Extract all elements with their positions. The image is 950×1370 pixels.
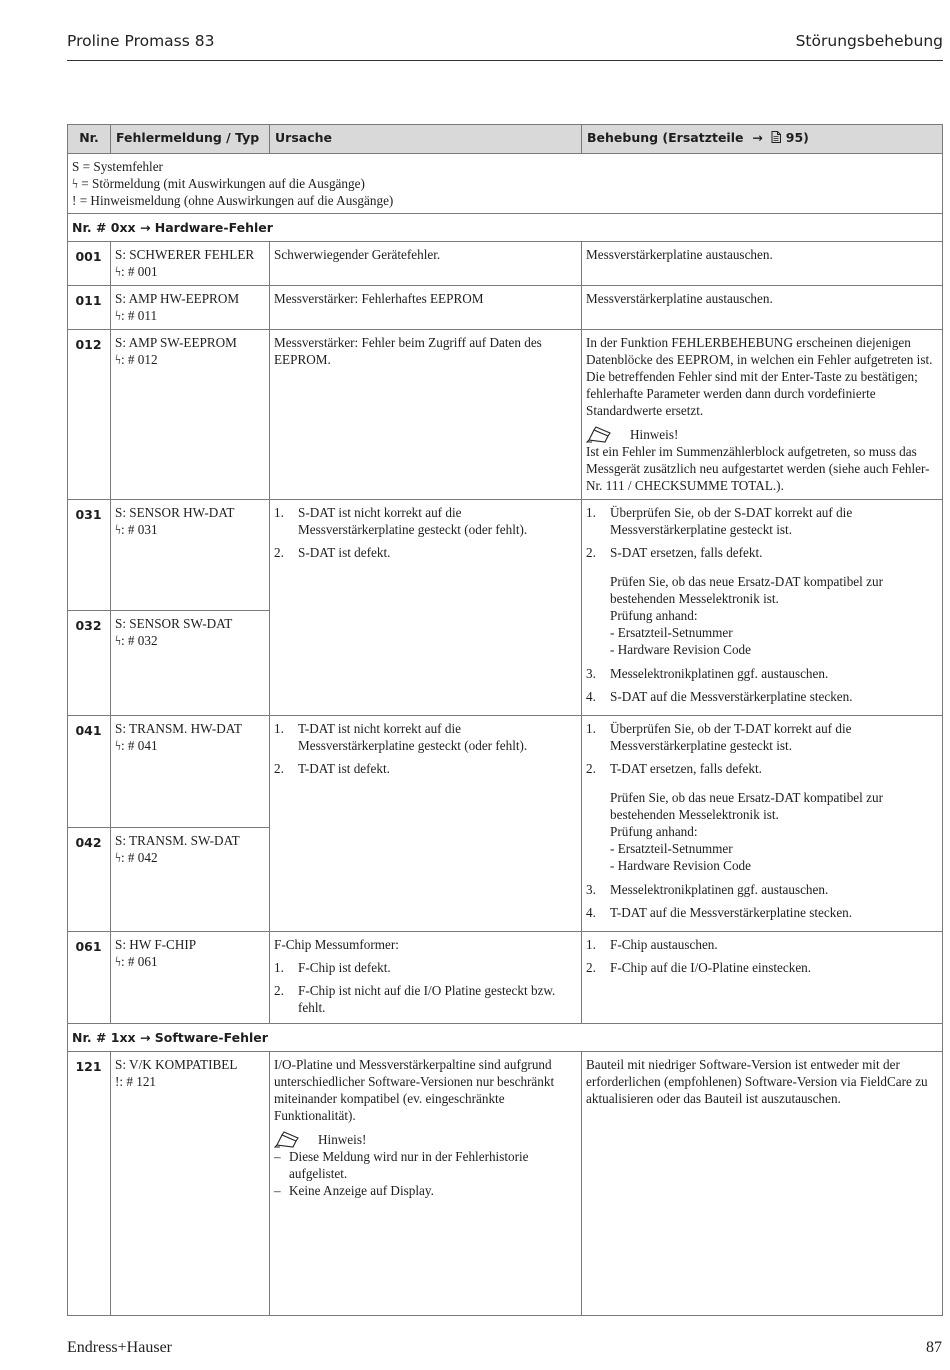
error-number: 012 (68, 330, 111, 500)
remedy-list (586, 881, 937, 921)
list-item-text: F-Chip auf die I/O-Platine einstecken. (610, 960, 812, 975)
header-divider (67, 60, 943, 61)
note-block (274, 1130, 576, 1148)
remedy-text: In der Funktion FEHLERBEHEBUNG erscheinen diejenigen Datenblöcke des EEPROM, in welchen ein Fehler aufgetreten ist. Die betreffenden Fehler sind mit der Enter-Taste zu bestätigen; fehlerhafte Parameter werden dann durch vordefinierte Standardwerte ersetzt. (586, 335, 933, 418)
error-cause (270, 1052, 582, 1316)
legend-fault-message: ϟ = Störmeldung (mit Auswirkungen auf die Ausgänge) (72, 176, 365, 191)
list-item-text: S-DAT ersetzen, falls defekt. (610, 545, 763, 560)
error-remedy: Bauteil mit niedriger Software-Version ist entweder mit der erforderlichen (empfohlenen) Software-Version via FieldCare zu aktualisieren oder das Bauteil ist auszutauschen. (582, 1052, 943, 1316)
error-number: 121 (68, 1052, 111, 1316)
error-message-text: S: SENSOR HW-DAT (115, 505, 235, 520)
error-remedy (582, 500, 943, 716)
list-item-text: S-DAT ist nicht korrekt auf die Messverstärkerplatine gesteckt (oder fehlt). (298, 505, 528, 537)
col-header-remedy-label: Behebung (Ersatzteile (587, 130, 744, 145)
table-header-row (68, 125, 943, 154)
group-row-software (68, 1024, 943, 1052)
error-code: ϟ: # 061 (115, 954, 158, 969)
list-item: 2. S-DAT ersetzen, falls defekt. (586, 544, 937, 561)
list-item: 1. Überprüfen Sie, ob der T-DAT korrekt auf die Messverstärkerplatine gesteckt ist. (586, 720, 937, 754)
note-item-text: Keine Anzeige auf Display. (289, 1183, 434, 1198)
error-message-text: S: V/K KOMPATIBEL (115, 1057, 238, 1072)
error-number: 061 (68, 932, 111, 1024)
cause-text: I/O-Platine und Messverstärkerpaltine sind aufgrund unterschiedlicher Software-Versionen nur beschränkt miteinander kompatibel (ev. eingeschränkte Funktionalität). (274, 1057, 555, 1123)
error-table (67, 124, 943, 1316)
error-message (111, 242, 270, 286)
legend-notice-message: ! = Hinweismeldung (ohne Auswirkungen auf die Ausgänge) (72, 193, 394, 208)
error-message (111, 611, 270, 716)
error-code: !: # 121 (115, 1074, 157, 1089)
header-title: Proline Promass 83 (67, 32, 215, 50)
error-message-text: S: AMP HW-EEPROM (115, 291, 240, 306)
remedy-sub-text: - Ersatzteil-Setnummer (610, 625, 733, 640)
page-reference-icon (771, 131, 781, 143)
error-number: 011 (68, 286, 111, 330)
remedy-list (586, 936, 937, 976)
col-header-remedy (582, 125, 943, 154)
remedy-sub-text: Prüfen Sie, ob das neue Ersatz-DAT kompatibel zur bestehenden Messelektronik ist. (610, 574, 883, 606)
header-section: Störungsbehebung (795, 32, 943, 50)
list-item-text: Messelektronikplatinen ggf. austauschen. (610, 666, 829, 681)
list-item-text: T-DAT ist nicht korrekt auf die Messverstärkerplatine gesteckt (oder fehlt). (298, 721, 528, 753)
remedy-sub-block (586, 789, 937, 874)
list-item-text: S-DAT auf die Messverstärkerplatine stecken. (610, 689, 853, 704)
footer-brand: Endress+Hauser (67, 1339, 172, 1356)
error-cause (270, 932, 582, 1024)
error-remedy (582, 932, 943, 1024)
error-message (111, 330, 270, 500)
error-message (111, 500, 270, 611)
error-message (111, 286, 270, 330)
list-item: 1. Überprüfen Sie, ob der S-DAT korrekt auf die Messverstärkerplatine gesteckt ist. (586, 504, 937, 538)
remedy-sub-block (586, 573, 937, 658)
list-item: 4. S-DAT auf die Messverstärkerplatine stecken. (586, 688, 937, 705)
error-message-text: S: TRANSM. SW-DAT (115, 833, 240, 848)
pencil-note-icon (274, 1130, 318, 1148)
error-code: ϟ: # 001 (115, 264, 158, 279)
list-item: 3. Messelektronikplatinen ggf. austauschen. (586, 665, 937, 682)
remedy-sub-text: - Ersatzteil-Setnummer (610, 841, 733, 856)
error-message-text: S: SCHWERER FEHLER (115, 247, 255, 262)
list-item: 2. S-DAT ist defekt. (274, 544, 576, 561)
legend-row (68, 154, 943, 214)
error-number: 041 (68, 716, 111, 828)
error-cause (270, 716, 582, 932)
error-code: ϟ: # 031 (115, 522, 158, 537)
table-row (68, 242, 943, 286)
cause-list (274, 959, 576, 1016)
list-item-text: Messelektronikplatinen ggf. austauschen. (610, 882, 829, 897)
remedy-sub-text: - Hardware Revision Code (610, 858, 751, 873)
error-message (111, 1052, 270, 1316)
table-row (68, 500, 943, 611)
list-item: 1. S-DAT ist nicht korrekt auf die Messverstärkerplatine gesteckt (oder fehlt). (274, 504, 576, 538)
list-item: 1. F-Chip ist defekt. (274, 959, 576, 976)
error-number: 042 (68, 828, 111, 932)
group-row-hardware (68, 214, 943, 242)
error-message-text: S: AMP SW-EEPROM (115, 335, 237, 350)
col-header-cause: Ursache (270, 125, 582, 154)
remedy-sub-text: - Hardware Revision Code (610, 642, 751, 657)
remedy-list (586, 665, 937, 705)
cause-intro: F-Chip Messumformer: (274, 937, 399, 952)
remedy-list (586, 504, 937, 561)
group-hardware-label: Nr. # 0xx → Hardware-Fehler (68, 214, 943, 242)
table-row (68, 286, 943, 330)
remedy-sub-text: Prüfung anhand: (610, 824, 698, 839)
list-item: 4. T-DAT auf die Messverstärkerplatine stecken. (586, 904, 937, 921)
error-code: ϟ: # 012 (115, 352, 158, 367)
error-cause (270, 500, 582, 716)
error-number: 001 (68, 242, 111, 286)
col-header-message: Fehlermeldung / Typ (111, 125, 270, 154)
table-row (68, 330, 943, 500)
error-remedy (582, 716, 943, 932)
list-item: 2. T-DAT ist defekt. (274, 760, 576, 777)
error-cause: Messverstärker: Fehler beim Zugriff auf Daten des EEPROM. (270, 330, 582, 500)
error-code: ϟ: # 042 (115, 850, 158, 865)
note-item: – Diese Meldung wird nur in der Fehlerhistorie aufgelistet. (274, 1148, 576, 1182)
error-message-text: S: SENSOR SW-DAT (115, 616, 233, 631)
note-item: – Keine Anzeige auf Display. (274, 1183, 434, 1198)
col-header-remedy-ref: 95) (785, 130, 809, 145)
error-remedy: Messverstärkerplatine austauschen. (582, 286, 943, 330)
error-number: 031 (68, 500, 111, 611)
list-item-text: F-Chip ist nicht auf die I/O Platine gesteckt bzw. fehlt. (298, 983, 556, 1015)
error-message (111, 716, 270, 828)
list-item-text: S-DAT ist defekt. (298, 545, 391, 560)
error-code: ϟ: # 032 (115, 633, 158, 648)
error-number: 032 (68, 611, 111, 716)
col-header-nr: Nr. (68, 125, 111, 154)
list-item: 1. F-Chip austauschen. (586, 936, 937, 953)
error-remedy (582, 330, 943, 500)
table-row (68, 716, 943, 828)
error-remedy: Messverstärkerplatine austauschen. (582, 242, 943, 286)
list-item: 2. T-DAT ersetzen, falls defekt. (586, 760, 937, 777)
error-message-text: S: HW F-CHIP (115, 937, 197, 952)
error-cause: Schwerwiegender Gerätefehler. (270, 242, 582, 286)
list-item-text: F-Chip austauschen. (610, 937, 718, 952)
error-message (111, 828, 270, 932)
cause-list (274, 720, 576, 777)
page-number: 87 (926, 1339, 942, 1356)
group-software-label: Nr. # 1xx → Software-Fehler (68, 1024, 943, 1052)
note-item-text: Diese Meldung wird nur in der Fehlerhistorie aufgelistet. (289, 1149, 529, 1181)
list-item: 2. F-Chip ist nicht auf die I/O Platine gesteckt bzw. fehlt. (274, 982, 576, 1016)
pencil-note-icon (586, 425, 630, 443)
error-cause: Messverstärker: Fehlerhaftes EEPROM (270, 286, 582, 330)
note-block (586, 425, 937, 443)
note-text: Ist ein Fehler im Summenzählerblock aufgetreten, so muss das Messgerät zusätzlich neu aufgestartet werden (siehe auch Fehler-Nr. 111 / CHECKSUMME TOTAL.). (586, 444, 930, 493)
list-item-text: T-DAT ist defekt. (298, 761, 390, 776)
table-row (68, 932, 943, 1024)
list-item-text: Überprüfen Sie, ob der T-DAT korrekt auf die Messverstärkerplatine gesteckt ist. (610, 721, 852, 753)
remedy-sub-text: Prüfung anhand: (610, 608, 698, 623)
cause-list (274, 504, 576, 561)
list-item-text: T-DAT auf die Messverstärkerplatine stecken. (610, 905, 853, 920)
list-item: 3. Messelektronikplatinen ggf. austauschen. (586, 881, 937, 898)
note-label: Hinweis! (630, 427, 679, 442)
arrow-right-icon: → (747, 130, 768, 145)
list-item-text: F-Chip ist defekt. (298, 960, 391, 975)
table-row (68, 1052, 943, 1316)
error-message-text: S: TRANSM. HW-DAT (115, 721, 242, 736)
list-item: 1. T-DAT ist nicht korrekt auf die Messverstärkerplatine gesteckt (oder fehlt). (274, 720, 576, 754)
legend-cell (68, 154, 943, 214)
legend-system-error: S = Systemfehler (72, 159, 163, 174)
error-message (111, 932, 270, 1024)
error-code: ϟ: # 011 (115, 308, 158, 323)
list-item: 2. F-Chip auf die I/O-Platine einstecken. (586, 959, 937, 976)
list-item-text: T-DAT ersetzen, falls defekt. (610, 761, 762, 776)
remedy-list (586, 720, 937, 777)
remedy-sub-text: Prüfen Sie, ob das neue Ersatz-DAT kompatibel zur bestehenden Messelektronik ist. (610, 790, 883, 822)
error-code: ϟ: # 041 (115, 738, 158, 753)
note-label: Hinweis! (318, 1132, 367, 1147)
list-item-text: Überprüfen Sie, ob der S-DAT korrekt auf die Messverstärkerplatine gesteckt ist. (610, 505, 853, 537)
